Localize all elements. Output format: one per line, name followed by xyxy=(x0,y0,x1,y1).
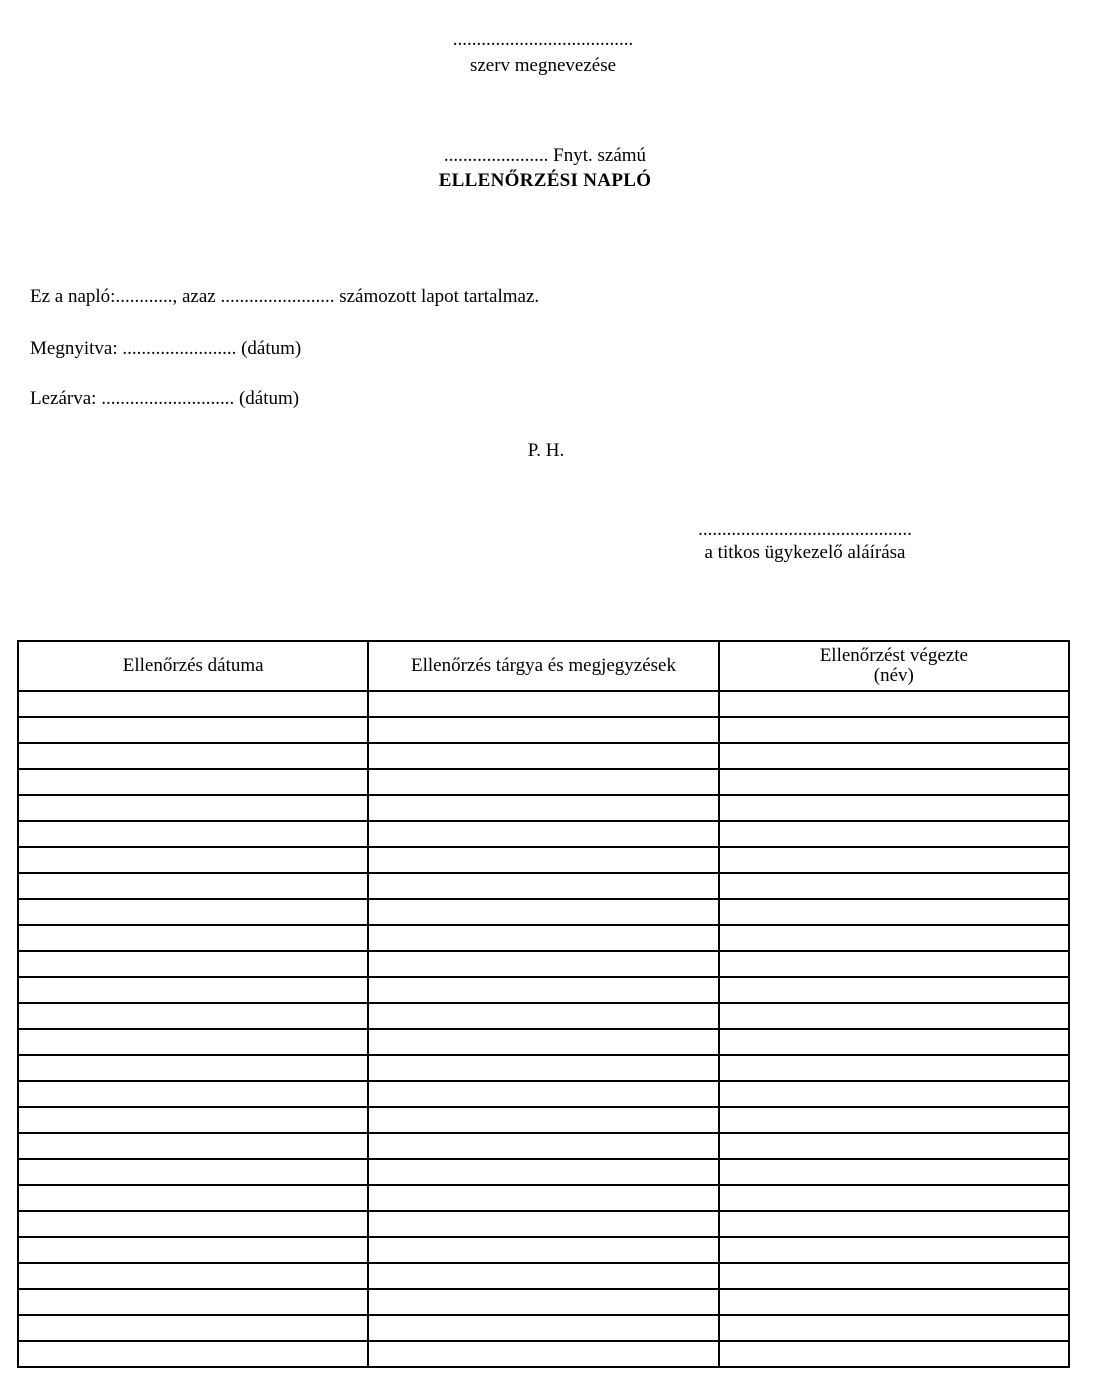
subject-cell[interactable] xyxy=(368,1081,718,1107)
column-header-subject: Ellenőrzés tárgya és megjegyzések xyxy=(368,641,718,691)
table-row xyxy=(18,1003,1069,1029)
date-cell[interactable] xyxy=(18,821,368,847)
table-row xyxy=(18,951,1069,977)
inspector-cell[interactable] xyxy=(719,795,1069,821)
date-cell[interactable] xyxy=(18,873,368,899)
date-cell[interactable] xyxy=(18,1185,368,1211)
subject-cell[interactable] xyxy=(368,743,718,769)
table-row xyxy=(18,1263,1069,1289)
subject-cell[interactable] xyxy=(368,1211,718,1237)
date-cell[interactable] xyxy=(18,1263,368,1289)
inspector-cell[interactable] xyxy=(719,743,1069,769)
table-row xyxy=(18,1289,1069,1315)
table-row xyxy=(18,1211,1069,1237)
date-cell[interactable] xyxy=(18,1289,368,1315)
date-cell[interactable] xyxy=(18,717,368,743)
inspector-cell[interactable] xyxy=(719,899,1069,925)
subject-cell[interactable] xyxy=(368,1315,718,1341)
inspector-cell[interactable] xyxy=(719,1237,1069,1263)
date-cell[interactable] xyxy=(18,951,368,977)
inspector-cell[interactable] xyxy=(719,1107,1069,1133)
stamp-place-label: P. H. xyxy=(527,440,565,461)
table-row xyxy=(18,743,1069,769)
table-row xyxy=(18,847,1069,873)
date-cell[interactable] xyxy=(18,1341,368,1367)
date-cell[interactable] xyxy=(18,1029,368,1055)
subject-cell[interactable] xyxy=(368,1185,718,1211)
table-row xyxy=(18,899,1069,925)
date-cell[interactable] xyxy=(18,1107,368,1133)
date-cell[interactable] xyxy=(18,769,368,795)
subject-cell[interactable] xyxy=(368,1341,718,1367)
subject-cell[interactable] xyxy=(368,847,718,873)
inspector-cell[interactable] xyxy=(719,821,1069,847)
date-cell[interactable] xyxy=(18,1055,368,1081)
inspector-cell[interactable] xyxy=(719,1133,1069,1159)
subject-cell[interactable] xyxy=(368,769,718,795)
subject-cell[interactable] xyxy=(368,1029,718,1055)
date-cell[interactable] xyxy=(18,1003,368,1029)
subject-cell[interactable] xyxy=(368,1107,718,1133)
subject-cell[interactable] xyxy=(368,873,718,899)
date-cell[interactable] xyxy=(18,1315,368,1341)
subject-cell[interactable] xyxy=(368,691,718,717)
inspector-cell[interactable] xyxy=(719,1029,1069,1055)
subject-cell[interactable] xyxy=(368,925,718,951)
date-cell[interactable] xyxy=(18,899,368,925)
subject-cell[interactable] xyxy=(368,1237,718,1263)
table-row xyxy=(18,1237,1069,1263)
inspector-cell[interactable] xyxy=(719,769,1069,795)
table-row xyxy=(18,873,1069,899)
date-cell[interactable] xyxy=(18,925,368,951)
inspector-cell[interactable] xyxy=(719,951,1069,977)
subject-cell[interactable] xyxy=(368,821,718,847)
subject-cell[interactable] xyxy=(368,899,718,925)
inspector-cell[interactable] xyxy=(719,1159,1069,1185)
subject-cell[interactable] xyxy=(368,1055,718,1081)
subject-cell[interactable] xyxy=(368,795,718,821)
table-row xyxy=(18,1315,1069,1341)
date-cell[interactable] xyxy=(18,1159,368,1185)
table-row xyxy=(18,795,1069,821)
date-cell[interactable] xyxy=(18,795,368,821)
inspector-cell[interactable] xyxy=(719,873,1069,899)
inspector-cell[interactable] xyxy=(719,1263,1069,1289)
inspector-cell[interactable] xyxy=(719,925,1069,951)
table-row xyxy=(18,1159,1069,1185)
inspector-cell[interactable] xyxy=(719,717,1069,743)
subject-cell[interactable] xyxy=(368,977,718,1003)
table-row xyxy=(18,1107,1069,1133)
closed-date-line: Lezárva: ............................ (dátum) xyxy=(30,388,300,409)
org-name-label: szerv megnevezése xyxy=(469,55,617,76)
table-row xyxy=(18,925,1069,951)
subject-cell[interactable] xyxy=(368,1263,718,1289)
subject-cell[interactable] xyxy=(368,1133,718,1159)
table-row xyxy=(18,717,1069,743)
date-cell[interactable] xyxy=(18,847,368,873)
table-row xyxy=(18,1081,1069,1107)
subject-cell[interactable] xyxy=(368,1159,718,1185)
inspector-cell[interactable] xyxy=(719,1003,1069,1029)
subject-cell[interactable] xyxy=(368,951,718,977)
date-cell[interactable] xyxy=(18,1237,368,1263)
inspector-cell[interactable] xyxy=(719,977,1069,1003)
org-name-dotted-line: ...................................... xyxy=(452,29,634,50)
opened-date-line: Megnyitva: ........................ (dátum) xyxy=(30,338,302,359)
fnyt-number-line: ...................... Fnyt. számú xyxy=(443,145,647,166)
table-row xyxy=(18,1029,1069,1055)
inspector-cell[interactable] xyxy=(719,1315,1069,1341)
inspection-log-table xyxy=(17,640,1070,1368)
table-row xyxy=(18,1055,1069,1081)
table-row xyxy=(18,1185,1069,1211)
table-header-row xyxy=(18,641,1069,691)
table-row xyxy=(18,1341,1069,1367)
inspector-cell[interactable] xyxy=(719,1289,1069,1315)
table-row xyxy=(18,691,1069,717)
subject-cell[interactable] xyxy=(368,1003,718,1029)
date-cell[interactable] xyxy=(18,691,368,717)
signature-label: a titkos ügykezelő aláírása xyxy=(704,542,906,563)
table-row xyxy=(18,821,1069,847)
inspector-cell[interactable] xyxy=(719,691,1069,717)
signature-dotted-line: ............................................. xyxy=(698,519,912,540)
subject-cell[interactable] xyxy=(368,1289,718,1315)
date-cell[interactable] xyxy=(18,977,368,1003)
inspector-cell[interactable] xyxy=(719,1081,1069,1107)
date-cell[interactable] xyxy=(18,1211,368,1237)
document-title: ELLENŐRZÉSI NAPLÓ xyxy=(438,170,652,191)
inspector-cell[interactable] xyxy=(719,1211,1069,1237)
column-header-inspector: Ellenőrzést végezte (név) xyxy=(719,641,1069,691)
date-cell[interactable] xyxy=(18,743,368,769)
table-row xyxy=(18,769,1069,795)
inspector-cell[interactable] xyxy=(719,1185,1069,1211)
date-cell[interactable] xyxy=(18,1133,368,1159)
inspector-cell[interactable] xyxy=(719,847,1069,873)
date-cell[interactable] xyxy=(18,1081,368,1107)
inspector-cell[interactable] xyxy=(719,1055,1069,1081)
subject-cell[interactable] xyxy=(368,717,718,743)
table-row xyxy=(18,977,1069,1003)
table-row xyxy=(18,1133,1069,1159)
page-count-statement: Ez a napló:............, azaz ........................ számozott lapot tartalmaz. xyxy=(30,286,540,307)
column-header-date: Ellenőrzés dátuma xyxy=(18,641,368,691)
table-body xyxy=(18,691,1069,1367)
inspector-cell[interactable] xyxy=(719,1341,1069,1367)
